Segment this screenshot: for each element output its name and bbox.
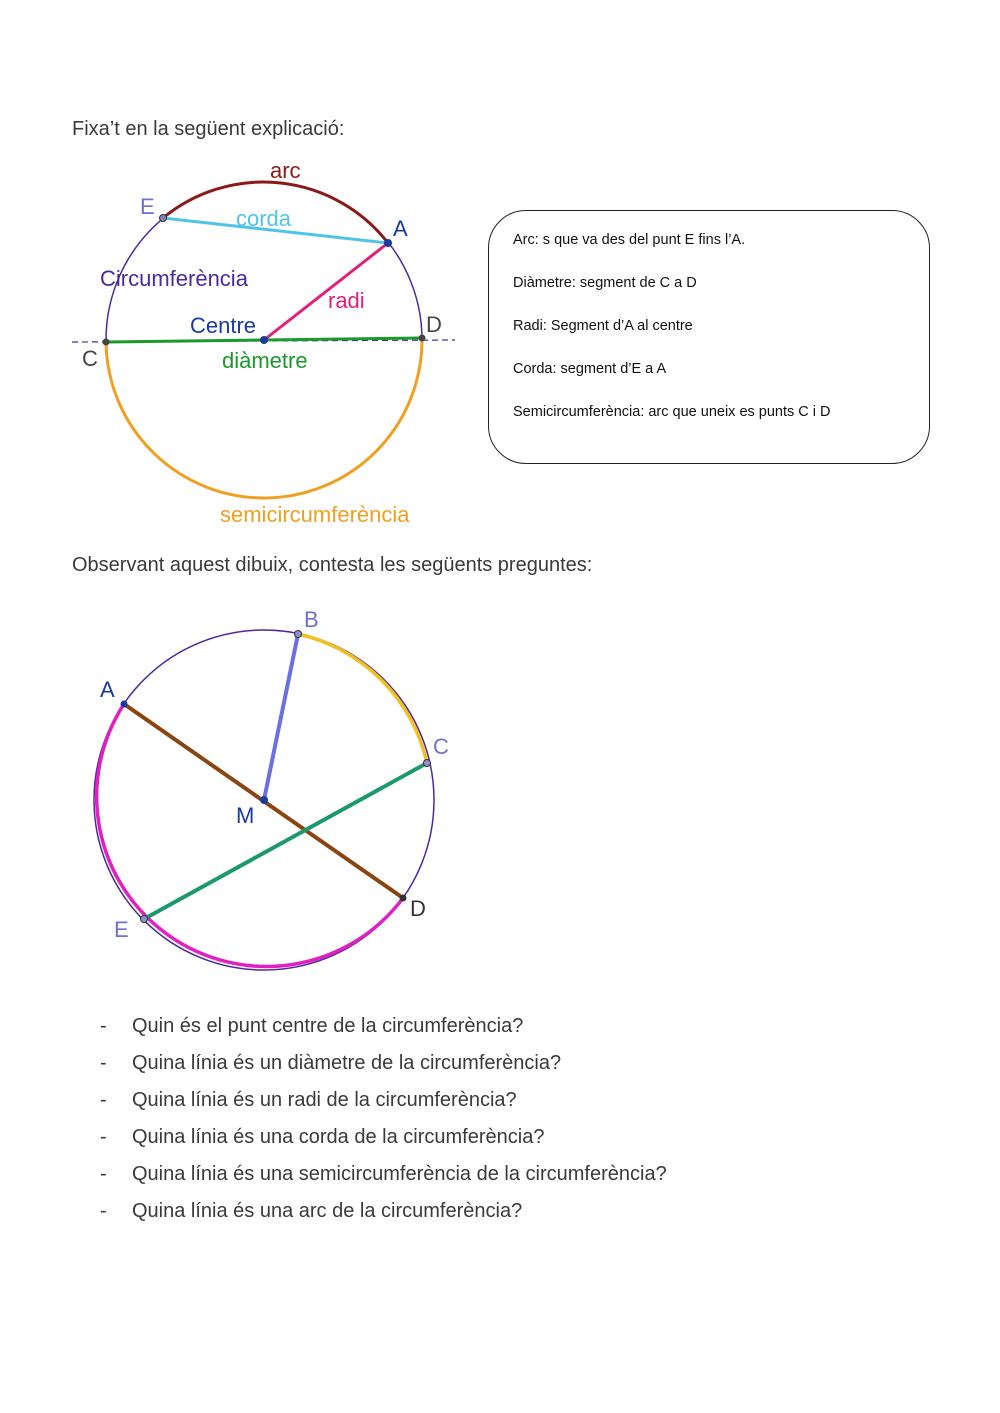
definition-corda: Corda: segment d’E a A — [513, 361, 667, 377]
label-semicircumferencia: semicircumferència — [220, 502, 410, 527]
question-item: - Quin és el punt centre de la circumferència? — [100, 1015, 524, 1037]
label-radi: radi — [328, 288, 365, 313]
point2-m — [260, 796, 268, 804]
label-centre: Centre — [190, 313, 257, 338]
label-a: A — [393, 216, 408, 241]
line-ce — [144, 763, 427, 919]
label2-c: C — [433, 734, 449, 759]
definition-arc: Arc: s que va des del punt E fins l’A. — [513, 232, 746, 248]
label-c: C — [82, 346, 98, 371]
question-item: - Quina línia és una semicircumferència de la circumferència? — [100, 1163, 667, 1185]
point2-d — [400, 895, 407, 902]
line-mb — [264, 634, 298, 800]
label2-d: D — [410, 896, 426, 921]
label-diametre: diàmetre — [222, 348, 308, 373]
label2-m: M — [236, 803, 255, 828]
label-corda: corda — [236, 206, 292, 231]
point2-b — [295, 631, 302, 638]
intro-text: Fixa’t en la següent explicació: — [72, 118, 345, 140]
point2-a — [121, 701, 128, 708]
label2-a: A — [100, 677, 115, 702]
label-d: D — [426, 312, 442, 337]
question-item: - Quina línia és un radi de la circumferència? — [100, 1089, 517, 1111]
definition-diametre: Diàmetre: segment de C a D — [513, 275, 697, 291]
definition-semicircumferencia: Semicircumferència: arc que uneix es punts C i D — [513, 404, 831, 420]
definition-radi: Radi: Segment d’A al centre — [513, 318, 693, 334]
question-item: - Quina línia és una arc de la circumferència? — [100, 1200, 523, 1222]
label-circumferencia: Circumferència — [100, 266, 248, 291]
point2-e — [141, 916, 148, 923]
question-item: - Quina línia és una corda de la circumferència? — [100, 1126, 545, 1148]
label2-e: E — [114, 917, 129, 942]
question-item: - Quina línia és un diàmetre de la circumferència? — [100, 1052, 562, 1074]
magenta-arc — [97, 704, 403, 966]
point2-c — [424, 760, 431, 767]
yellow-arc — [298, 634, 427, 763]
question-list — [100, 1015, 667, 1237]
label2-b: B — [304, 607, 319, 632]
label-e: E — [140, 194, 155, 219]
instructions-text: Observant aquest dibuix, contesta les següents preguntes: — [72, 554, 593, 576]
label-arc: arc — [270, 158, 301, 183]
